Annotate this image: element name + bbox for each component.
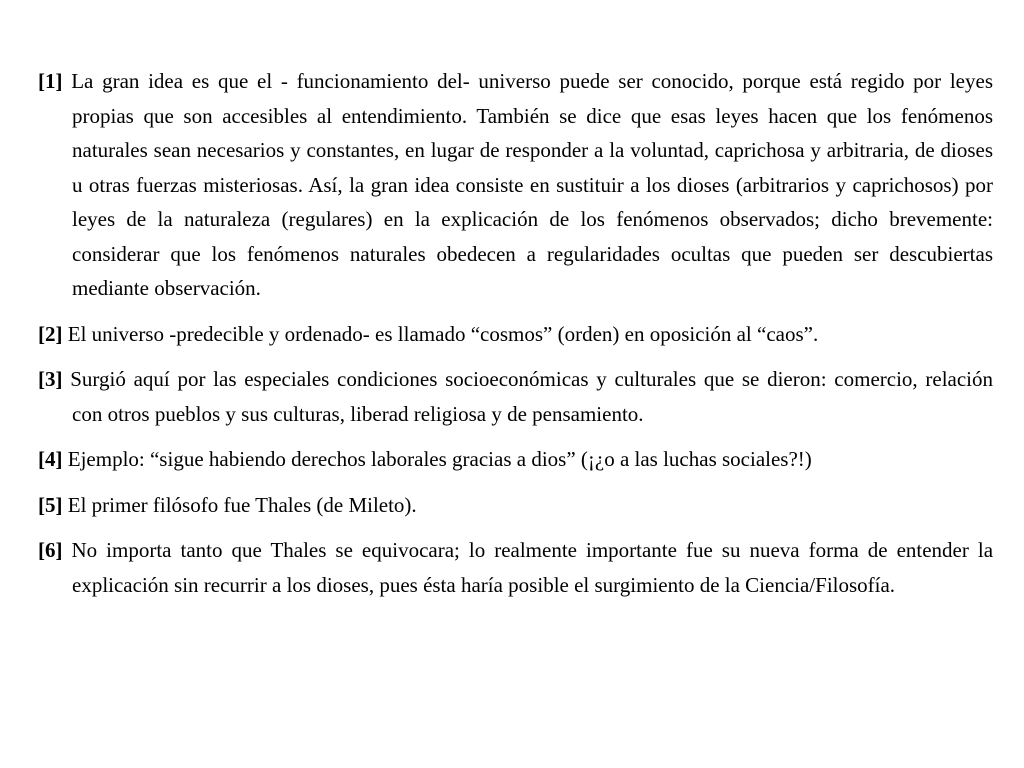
note-2 [38, 317, 993, 352]
note-3 [38, 362, 993, 431]
note-text: El primer filósofo fue Thales (de Mileto). [67, 492, 417, 517]
note-text: No importa tanto que Thales se equivocara; lo realmente importante fue su nueva forma de entender la explicación sin recurrir a los dioses, pues ésta haría posible el surgimiento de la Ciencia/Filosofía. [71, 538, 994, 597]
note-text: El universo -predecible y ordenado- es llamado “cosmos” (orden) en oposición al “caos”. [67, 321, 819, 346]
note-number: [4] [38, 447, 63, 471]
note-1 [38, 64, 993, 306]
note-5 [38, 488, 993, 523]
notes-page [38, 64, 993, 613]
note-text: Ejemplo: “sigue habiendo derechos laborales gracias a dios” (¡¿o a las luchas sociales?!) [67, 447, 812, 471]
note-text: Surgió aquí por las especiales condiciones socioeconómicas y culturales que se dieron: comercio, relación con otros pueblos y sus culturas, liberad religiosa y de pensamiento. [70, 367, 994, 426]
note-number: [5] [38, 492, 63, 517]
note-number: [6] [38, 538, 63, 562]
note-4 [38, 442, 993, 477]
note-number: [2] [38, 321, 63, 346]
note-text: La gran idea es que el - funcionamiento del- universo puede ser conocido, porque está regido por leyes propias que son accesibles al entendimiento. También se dice que esas leyes hacen que los fenómenos naturales sean necesarios y constantes, en lugar de responder a la voluntad, caprichosa y arbitraria, de dioses u otras fuerzas misteriosas. Así, la gran idea consiste en sustituir a los dioses (arbitrarios y caprichosos) por leyes de la naturaleza (regulares) en la explicación de los fenómenos observados; dicho brevemente: considerar que los fenómenos naturales obedecen a regularidades ocultas que pueden ser descubiertas mediante observación. [71, 69, 994, 300]
note-number: [3] [38, 367, 63, 391]
note-6 [38, 533, 993, 602]
note-number: [1] [38, 69, 63, 93]
